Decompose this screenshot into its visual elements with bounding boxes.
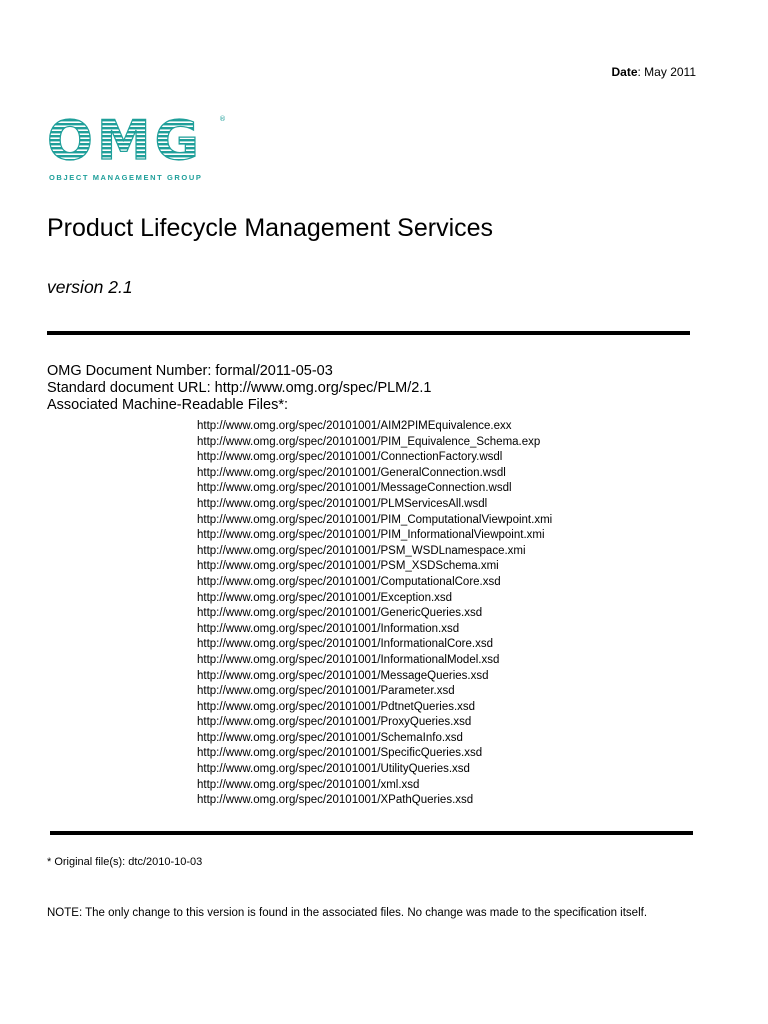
- document-version: version 2.1: [47, 277, 133, 297]
- file-link[interactable]: http://www.omg.org/spec/20101001/GeneralConnection.wsdl: [197, 466, 506, 479]
- date-label: Date: [611, 65, 638, 79]
- file-link[interactable]: http://www.omg.org/spec/20101001/Exception.xsd: [197, 591, 453, 604]
- file-list: [197, 419, 552, 809]
- file-link[interactable]: http://www.omg.org/spec/20101001/Information.xsd: [197, 622, 460, 635]
- file-link[interactable]: http://www.omg.org/spec/20101001/ComputationalCore.xsd: [197, 575, 501, 588]
- logo-subtitle: OBJECT MANAGEMENT GROUP: [49, 173, 203, 182]
- omg-logo-mark: [47, 111, 227, 171]
- file-link[interactable]: http://www.omg.org/spec/20101001/PSM_WSDLnamespace.xmi: [197, 544, 526, 557]
- file-link[interactable]: http://www.omg.org/spec/20101001/PLMServicesAll.wsdl: [197, 497, 488, 510]
- file-link[interactable]: http://www.omg.org/spec/20101001/XPathQueries.xsd: [197, 794, 474, 807]
- file-link[interactable]: http://www.omg.org/spec/20101001/PSM_XSDSchema.xmi: [197, 560, 499, 573]
- document-number: OMG Document Number: formal/2011-05-03: [47, 363, 333, 379]
- files-heading: Associated Machine-Readable Files*:: [47, 397, 288, 413]
- file-link[interactable]: http://www.omg.org/spec/20101001/PdtnetQueries.xsd: [197, 700, 476, 713]
- file-link[interactable]: http://www.omg.org/spec/20101001/SpecificQueries.xsd: [197, 747, 483, 760]
- file-link[interactable]: http://www.omg.org/spec/20101001/InformationalCore.xsd: [197, 638, 493, 651]
- file-link[interactable]: http://www.omg.org/spec/20101001/PIM_ComputationalViewpoint.xmi: [197, 513, 553, 526]
- file-link[interactable]: http://www.omg.org/spec/20101001/Parameter.xsd: [197, 685, 455, 698]
- file-link[interactable]: http://www.omg.org/spec/20101001/ProxyQueries.xsd: [197, 716, 472, 729]
- logo-letters: OMG: [47, 111, 203, 171]
- omg-logo: [47, 111, 227, 186]
- document-date: [612, 65, 697, 79]
- file-link[interactable]: http://www.omg.org/spec/20101001/ConnectionFactory.wsdl: [197, 451, 503, 464]
- note: NOTE: The only change to this version is found in the associated files. No change was made to the specification itself.: [47, 907, 648, 919]
- file-link[interactable]: http://www.omg.org/spec/20101001/SchemaInfo.xsd: [197, 731, 463, 744]
- top-divider: [47, 331, 690, 335]
- file-link[interactable]: http://www.omg.org/spec/20101001/AIM2PIMEquivalence.exx: [197, 420, 512, 432]
- file-link[interactable]: http://www.omg.org/spec/20101001/UtilityQueries.xsd: [197, 763, 470, 776]
- file-link[interactable]: http://www.omg.org/spec/20101001/MessageQueries.xsd: [197, 669, 489, 682]
- file-link[interactable]: http://www.omg.org/spec/20101001/MessageConnection.wsdl: [197, 482, 512, 495]
- file-link[interactable]: http://www.omg.org/spec/20101001/PIM_InformationalViewpoint.xmi: [197, 529, 545, 542]
- file-link[interactable]: http://www.omg.org/spec/20101001/xml.xsd: [197, 778, 420, 791]
- file-link[interactable]: http://www.omg.org/spec/20101001/InformationalModel.xsd: [197, 653, 500, 666]
- file-link[interactable]: http://www.omg.org/spec/20101001/PIM_Equivalence_Schema.exp: [197, 435, 541, 448]
- document-metadata: [47, 363, 431, 414]
- bottom-divider: [50, 831, 693, 835]
- registered-mark: ®: [219, 115, 226, 123]
- document-title: Product Lifecycle Management Services: [47, 214, 494, 242]
- file-link[interactable]: http://www.omg.org/spec/20101001/GenericQueries.xsd: [197, 607, 483, 620]
- footnote: * Original file(s): dtc/2010-10-03: [47, 856, 203, 868]
- standard-url: Standard document URL: http://www.omg.org/spec/PLM/2.1: [47, 380, 432, 396]
- date-value: : May 2011: [637, 65, 696, 79]
